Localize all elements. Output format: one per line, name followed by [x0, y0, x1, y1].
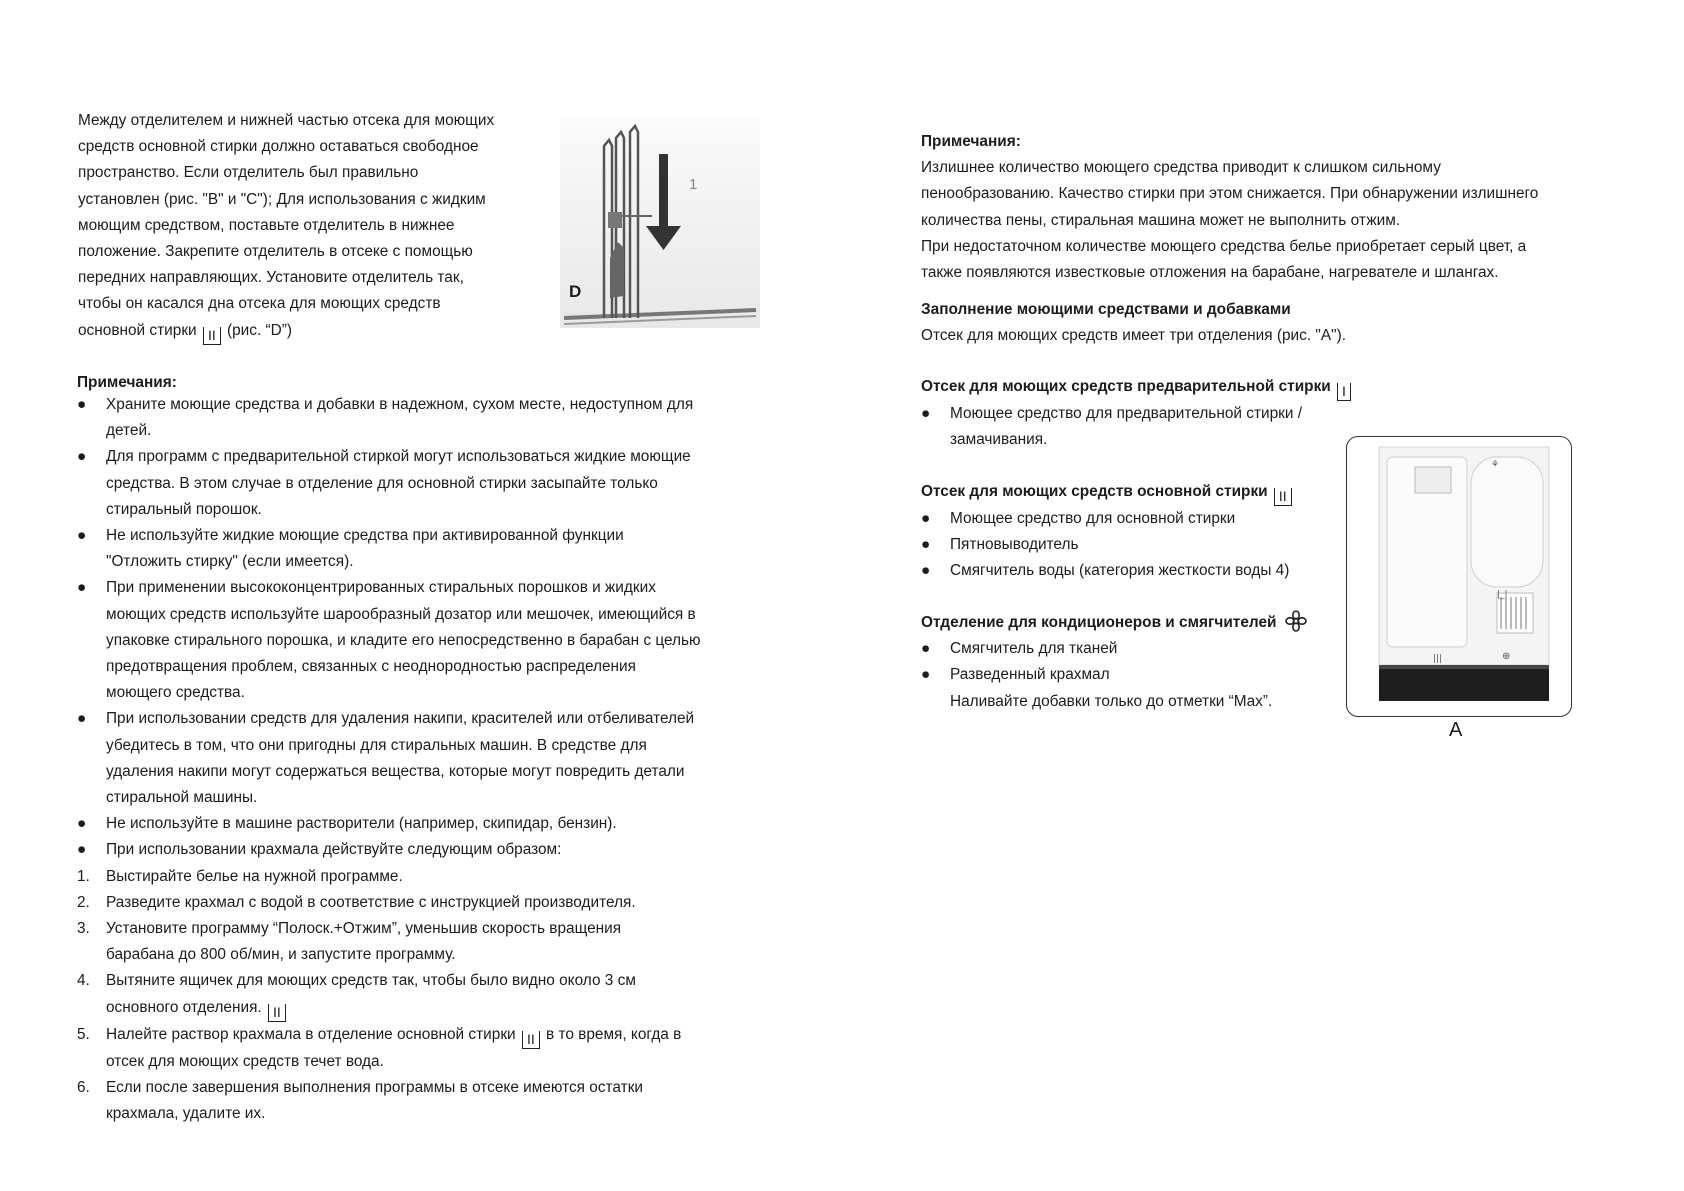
main-wash-section: [921, 479, 1294, 585]
step-text: крахмала, удалите их.: [106, 1105, 266, 1123]
list-item-text: упаковке стирального порошка, и кладите его непосредственно в барабан с целью: [106, 631, 701, 649]
prewash-section: [921, 374, 1353, 453]
intro-line: установлен (рис. "В" и "С"); Для использования с жидким: [78, 190, 486, 208]
list-item-text: детей.: [106, 422, 152, 440]
notes-line: При недостаточном количестве моющего средства белье приобретает серый цвет, а: [921, 237, 1527, 255]
list-item: [77, 811, 701, 837]
list-item: [77, 444, 701, 523]
list-item-text: При использовании крахмала действуйте следующим образом:: [106, 841, 562, 859]
numbered-step: [77, 916, 701, 968]
step-number: 4.: [77, 972, 90, 990]
intro-line: [78, 318, 494, 345]
bullet-icon: ●: [77, 815, 87, 833]
list-item-text: Моющее средство для основной стирки: [950, 510, 1236, 527]
list-item: [77, 392, 701, 444]
list-item: [921, 558, 1294, 584]
step-text: отсек для моющих средств течет вода.: [106, 1052, 384, 1070]
intro-line: средств основной стирки должно оставаться свободное: [78, 138, 479, 156]
intro-line: моющим средством, поставьте отделитель в нижнее: [78, 216, 455, 234]
list-item: [921, 662, 1307, 714]
list-item-text: При использовании средств для удаления накипи, красителей или отбеливателей: [106, 710, 695, 728]
step-number: 2.: [77, 893, 90, 911]
step-text-part: основного отделения.: [106, 998, 262, 1016]
list-item-text: "Отложить стирку" (если имеется).: [106, 553, 354, 571]
numbered-step: [77, 1022, 701, 1075]
left-bullet-list: [77, 392, 701, 1127]
step-text: Установите программу “Полоск.+Отжим”, уменьшив скорость вращения: [106, 920, 622, 938]
fill-text: Отсек для моющих средств имеет три отделения (рис. "A").: [921, 327, 1346, 345]
bullet-icon: ●: [921, 562, 931, 580]
intro-line: положение. Закрепите отделитель в отсеке с помощью: [78, 243, 473, 261]
figure-d-label: D: [569, 282, 582, 301]
notes-line: также появляются известковые отложения на барабане, нагревателе и шлангах.: [921, 264, 1499, 282]
bullet-icon: ●: [77, 396, 87, 413]
main-wash-symbol-icon: II: [1274, 488, 1292, 506]
notes-line: количества пены, стиральная машина может не выполнить отжим.: [921, 211, 1401, 229]
list-item-text: моющих средств используйте шарообразный дозатор или мешочек, имеющийся в: [106, 605, 696, 623]
list-item: [921, 636, 1307, 662]
step-text: Разведите крахмал с водой в соответствие с инструкцией производителя.: [106, 893, 636, 911]
figure-d-step: 1: [689, 176, 698, 193]
list-item-text: Разведенный крахмал: [950, 666, 1110, 684]
bullet-icon: ●: [921, 405, 931, 422]
bullet-icon: ●: [77, 841, 87, 859]
numbered-step: [77, 864, 701, 890]
svg-text:|||: |||: [1433, 654, 1443, 664]
step-text: Если после завершения выполнения программы в отсеке имеются остатки: [106, 1078, 644, 1096]
numbered-step: [77, 1075, 701, 1127]
bullet-icon: ●: [921, 640, 931, 658]
left-notes-heading: Примечания:: [77, 374, 177, 391]
notes-line: пенообразованию. Качество стирки при этом снижается. При обнаружении излишнего: [921, 185, 1539, 203]
list-item: [77, 575, 701, 706]
bullet-icon: ●: [921, 536, 931, 554]
intro-text: основной стирки: [78, 321, 197, 339]
main-wash-symbol-icon: II: [522, 1031, 540, 1049]
separator-illustration: [560, 118, 760, 328]
step-text-part: в то время, когда в: [546, 1025, 682, 1043]
intro-line: пространство. Если отделитель был правильно: [78, 164, 419, 182]
list-item-text: Не используйте жидкие моющие средства при активированной функции: [106, 527, 624, 545]
svg-text:|_|: |_|: [1497, 590, 1508, 600]
numbered-step: [77, 890, 701, 916]
prewash-heading-text: Отсек для моющих средств предварительной стирки: [921, 378, 1331, 395]
list-item-text: Смягчитель для тканей: [950, 640, 1118, 658]
list-item-text: моющего средства.: [106, 684, 245, 702]
prewash-symbol-icon: I: [1337, 383, 1351, 401]
list-item-text: стиральный порошок.: [106, 500, 262, 518]
figure-d: [560, 118, 760, 328]
step-number: 3.: [77, 920, 90, 938]
list-item: [921, 401, 1353, 453]
intro-line: чтобы он касался дна отсека для моющих средств: [78, 295, 441, 313]
list-item: [921, 506, 1294, 532]
softener-heading-text: Отделение для кондиционеров и смягчителей: [921, 614, 1277, 631]
softener-heading: [921, 610, 1307, 636]
list-item-text: При применении высококонцентрированных стиральных порошков и жидких: [106, 579, 656, 597]
numbered-step: [77, 968, 701, 1021]
list-item-text: Храните моющие средства и добавки в надежном, сухом месте, недоступном для: [106, 396, 694, 413]
step-text: [106, 995, 701, 1022]
figure-a-label: A: [1449, 719, 1463, 741]
step-number: 6.: [77, 1078, 90, 1096]
svg-text:⚘: ⚘: [1491, 460, 1500, 470]
bullet-icon: ●: [77, 710, 87, 728]
main-wash-symbol-icon: II: [268, 1004, 286, 1022]
fill-section: [921, 297, 1346, 349]
list-item-text: Смягчитель воды (категория жесткости воды 4): [950, 562, 1290, 580]
list-item-text: Наливайте добавки только до отметки “Max”.: [950, 692, 1273, 710]
step-text: барабана до 800 об/мин, и запустите программу.: [106, 946, 456, 964]
list-item-text: удаления накипи могут содержаться вещества, которые могут повредить детали: [106, 762, 685, 780]
right-notes-heading: Примечания:: [921, 133, 1021, 150]
list-item: [77, 837, 701, 863]
list-item-text: средства. В этом случае в отделение для основной стирки засыпайте только: [106, 474, 658, 492]
intro-paragraph: [78, 108, 494, 345]
step-number: 5.: [77, 1025, 90, 1043]
notes-line: Излишнее количество моющего средства приводит к слишком сильному: [921, 159, 1441, 177]
dispenser-drawer-illustration: [1347, 437, 1571, 716]
list-item-text: замачивания.: [950, 431, 1048, 449]
svg-text:⊕: ⊕: [1502, 651, 1511, 662]
list-item-text: Не используйте в машине растворители (например, скипидар, бензин).: [106, 815, 617, 833]
step-text: Выстирайте белье на нужной программе.: [106, 867, 403, 885]
intro-line: Между отделителем и нижней частью отсека для моющих: [78, 112, 495, 129]
bullet-icon: ●: [921, 666, 931, 684]
step-text-part: Налейте раствор крахмала в отделение основной стирки: [106, 1025, 516, 1043]
list-item-text: Для программ с предварительной стиркой могут использоваться жидкие моющие: [106, 448, 691, 466]
figure-a: [1346, 436, 1572, 717]
list-item-text: Пятновыводитель: [950, 536, 1079, 554]
bullet-icon: ●: [77, 448, 87, 466]
list-item-text: стиральной машины.: [106, 789, 258, 807]
list-item: [921, 532, 1294, 558]
down-arrow-icon: [659, 154, 668, 228]
flower-softener-icon: [1285, 610, 1307, 632]
bullet-icon: ●: [77, 579, 87, 597]
list-item-text: предотвращения проблем, связанных с неоднородностью распределения: [106, 658, 636, 676]
bullet-icon: ●: [921, 510, 931, 527]
main-wash-heading: [921, 479, 1294, 506]
step-text: [106, 1022, 701, 1049]
list-item: [77, 706, 701, 811]
prewash-heading: [921, 374, 1353, 401]
list-item: [77, 523, 701, 575]
fill-heading: Заполнение моющими средствами и добавками: [921, 301, 1291, 318]
bullet-icon: ●: [77, 527, 87, 545]
main-wash-symbol-icon: II: [203, 327, 221, 345]
intro-line: передних направляющих. Установите отделитель так,: [78, 269, 464, 287]
list-item-text: убедитесь в том, что они пригодны для стиральных машин. В средстве для: [106, 736, 647, 754]
main-wash-heading-text: Отсек для моющих средств основной стирки: [921, 483, 1268, 500]
softener-section: [921, 610, 1307, 715]
step-text: Вытяните ящичек для моющих средств так, чтобы было видно около 3 см: [106, 972, 636, 990]
right-notes: [921, 129, 1538, 286]
list-item-text: Моющее средство для предварительной стирки /: [950, 405, 1303, 422]
intro-text: (рис. “D”): [227, 321, 293, 339]
step-number: 1.: [77, 867, 90, 885]
